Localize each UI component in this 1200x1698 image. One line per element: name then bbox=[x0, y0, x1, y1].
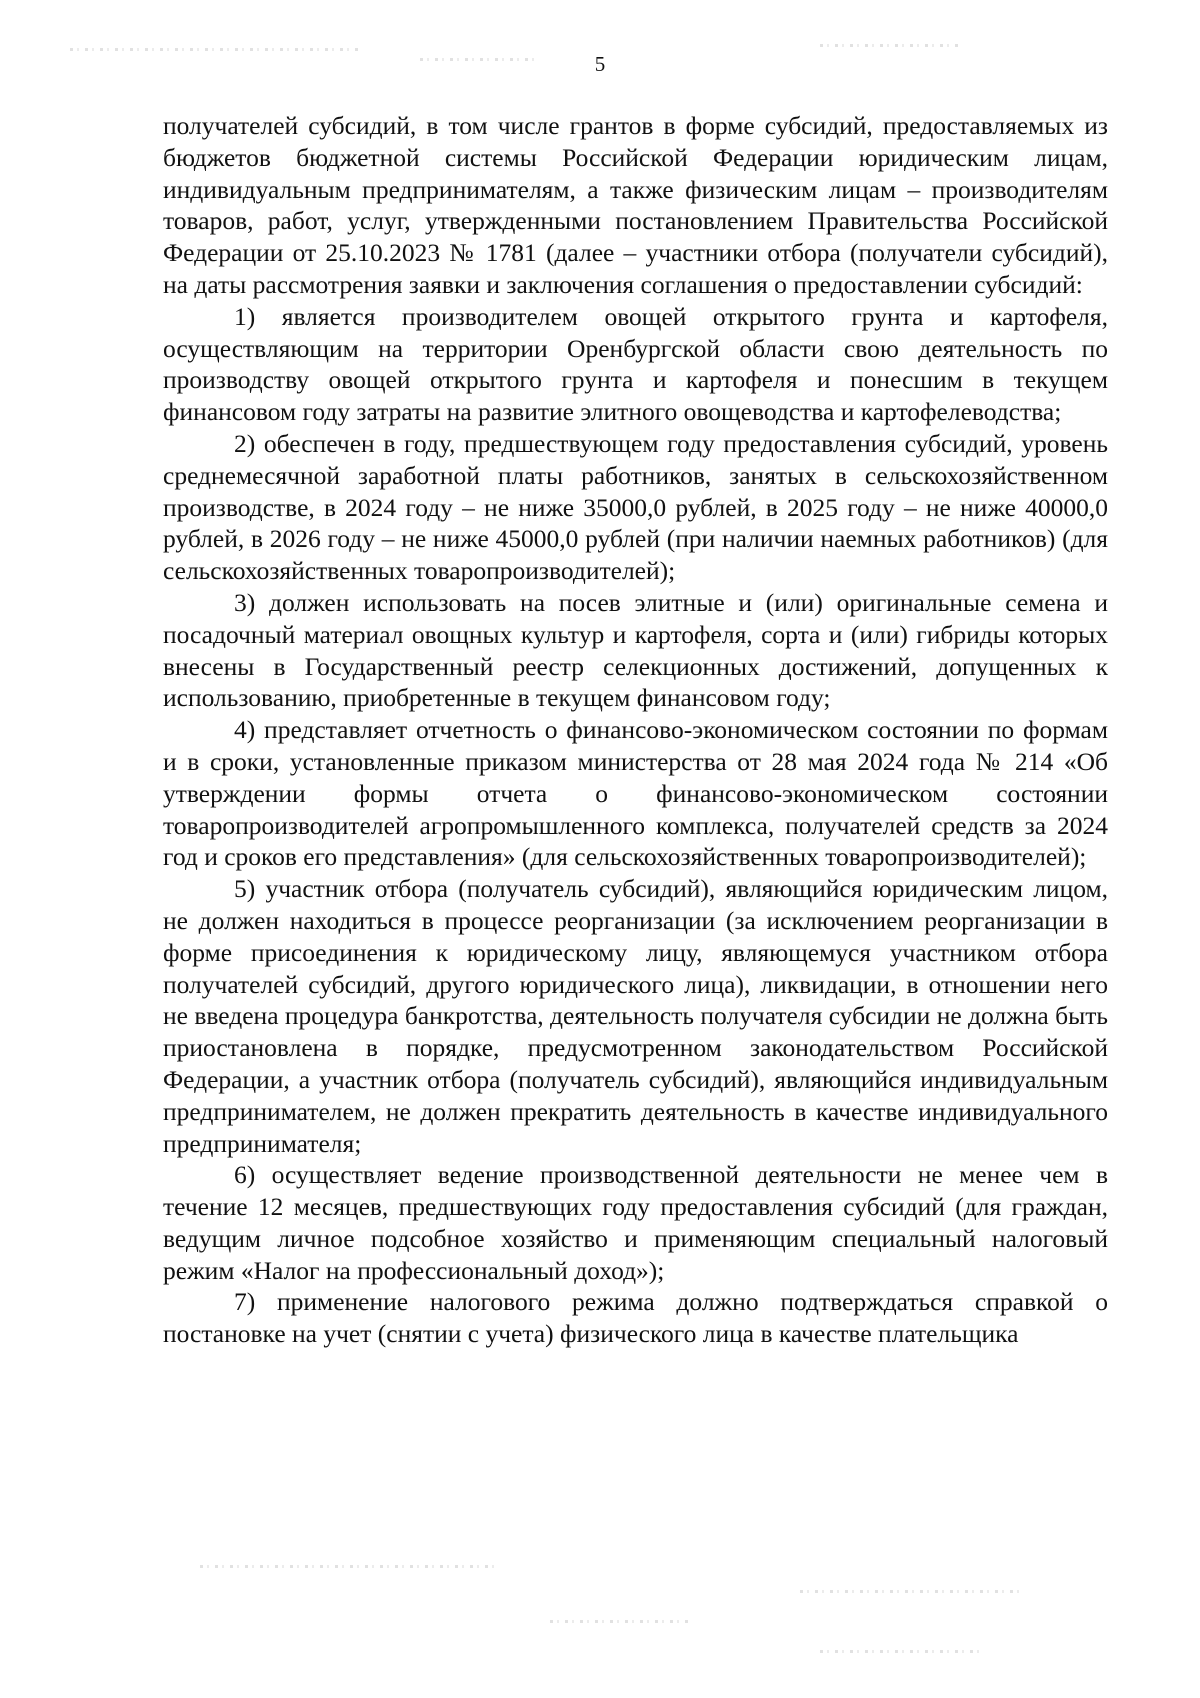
paragraph-item-6: 6) осуществляет ведение производственной деятельности не менее чем в течение 12 месяцев, предшествующих году предоставления субсидий (для граждан, ведущим личное подсобное хозяйство и применяющим специальный налоговый режим «Налог на профессиональный доход»); bbox=[163, 1160, 1108, 1285]
scan-noise bbox=[550, 1620, 690, 1623]
scan-noise bbox=[820, 44, 960, 47]
page-number: 5 bbox=[594, 52, 606, 76]
document-body bbox=[163, 110, 1108, 1350]
paragraph-item-7: 7) применение налогового режима должно подтверждаться справкой о постановке на учет (снятии с учета) физического лица в качестве плательщика bbox=[163, 1287, 1108, 1349]
scan-noise bbox=[200, 1565, 500, 1568]
paragraph-item-1: 1) является производителем овощей открытого грунта и картофеля, осуществляющим на территории Оренбургской области свою деятельность по производству овощей открытого грунта и картофеля и понесшим в текущем финансовом году затраты на развитие элитного овощеводства и картофелеводства; bbox=[163, 301, 1108, 427]
scan-noise bbox=[800, 1590, 1020, 1593]
paragraph-item-5: 5) участник отбора (получатель субсидий), являющийся юридическим лицом, не должен находиться в процессе реорганизации (за исключением реорганизации в форме присоединения к юридическому лицу, являющемуся участником отбора получателей субсидий, другого юридического лица), ликвидации, в отношении него не введена процедура банкротства, деятельность получателя субсидии не должна быть приостановлена в порядке, предусмотренном законодательством Российской Федерации, а участник отбора (получатель субсидий), являющийся индивидуальным предпринимателем, не должен прекратить деятельность в качестве индивидуального предпринимателя; bbox=[163, 874, 1108, 1158]
paragraph-item-3: 3) должен использовать на посев элитные и (или) оригинальные семена и посадочный материал овощных культур и картофеля, сорта и (или) гибриды которых внесены в Государственный реестр селекционных достижений, допущенных к использованию, приобретенные в текущем финансовом году; bbox=[163, 587, 1108, 713]
scan-noise bbox=[70, 48, 360, 51]
paragraph-intro: получателей субсидий, в том числе грантов в форме субсидий, предоставляемых из бюджетов бюджетной системы Российской Федерации юридическим лицам, индивидуальным предпринимателям, а также физическим лицам – производителям товаров, работ, услуг, утвержденными постановлением Правительства Российской Федерации от 25.10.2023 № 1781 (далее – участники отбора (получатели субсидий), на даты рассмотрения заявки и заключения соглашения о предоставлении субсидий: bbox=[163, 111, 1108, 299]
scan-noise bbox=[820, 1650, 980, 1653]
paragraph-item-2: 2) обеспечен в году, предшествующем году предоставления субсидий, уровень среднемесячной заработной платы работников, занятых в сельскохозяйственном производстве, в 2024 году – не ниже 35000,0 рублей, в 2025 году – не ниже 40000,0 рублей, в 2026 году – не ниже 45000,0 рублей (при наличии наемных работников) (для сельскохозяйственных товаропроизводителей); bbox=[163, 428, 1108, 586]
paragraph-item-4: 4) представляет отчетность о финансово-экономическом состоянии по формам и в сроки, установленные приказом министерства от 28 мая 2024 года № 214 «Об утверждении формы отчета о финансово-экономическом состоянии товаропроизводителей агропромышленного комплекса, получателей средств за 2024 год и сроков его представления» (для сельскохозяйственных товаропроизводителей); bbox=[163, 715, 1108, 872]
